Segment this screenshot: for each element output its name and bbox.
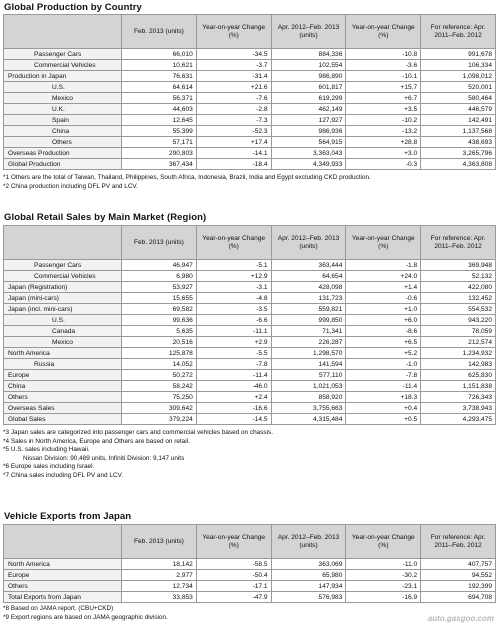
cell-value: 106,334 (421, 60, 496, 71)
cell-value: 57,171 (122, 137, 197, 148)
cell-value: 726,343 (421, 392, 496, 403)
table-row (4, 403, 496, 414)
footnote: Nissan Division: 90,489 units, Infiniti Division: 9,147 units (23, 454, 185, 462)
table-row (4, 315, 496, 326)
footnote: *1 Others are the total of Taiwan, Thailand, Philippines, South Africa, Indonesia, Brazil, India and Egypt excluding CKD production. (3, 174, 371, 181)
row-label: Total Exports from Japan (4, 592, 122, 603)
table-row (4, 293, 496, 304)
cell-value: +17.4 (196, 137, 271, 148)
cell-value: -10.8 (346, 49, 421, 60)
row-label: Passenger Cars (4, 49, 122, 60)
cell-value: -10.1 (346, 71, 421, 82)
table-row (4, 282, 496, 293)
cell-value: -3.1 (196, 282, 271, 293)
cell-value: 1,137,568 (421, 126, 496, 137)
table-row (4, 392, 496, 403)
table-row (4, 126, 496, 137)
cell-value: 986,936 (271, 126, 346, 137)
cell-value: 4,349,933 (271, 159, 346, 170)
cell-value: 64,614 (122, 82, 197, 93)
header-yoy1: Year-on-year Change (%) (196, 15, 271, 49)
cell-value: 131,723 (271, 293, 346, 304)
header-ref: For reference: Apr. 2011–Feb. 2012 (421, 525, 496, 559)
cell-value: 64,654 (271, 271, 346, 282)
row-label: Overseas Production (4, 148, 122, 159)
cell-value: 66,010 (122, 49, 197, 60)
row-label: Russia (4, 359, 122, 370)
table-row (4, 71, 496, 82)
cell-value: -7.8 (196, 359, 271, 370)
cell-value: 446,579 (421, 104, 496, 115)
exports-table (3, 524, 496, 603)
header-fy: Apr. 2012–Feb. 2013 (units) (271, 15, 346, 49)
footnote: *3 Japan sales are categorized into passenger cars and commercial vehicles based on chassis. (3, 429, 273, 436)
cell-value: 94,552 (421, 570, 496, 581)
cell-value: 986,890 (271, 71, 346, 82)
row-label: Commercial Vehicles (4, 271, 122, 282)
cell-value: -1.8 (346, 260, 421, 271)
cell-value: -3.6 (346, 60, 421, 71)
cell-value: 12,645 (122, 115, 197, 126)
cell-value: 46,947 (122, 260, 197, 271)
cell-value: 1,021,053 (271, 381, 346, 392)
cell-value: 601,817 (271, 82, 346, 93)
cell-value: +6.5 (346, 337, 421, 348)
table-row (4, 60, 496, 71)
header-ref: For reference: Apr. 2011–Feb. 2012 (421, 226, 496, 260)
table-row (4, 148, 496, 159)
cell-value: 379,224 (122, 414, 197, 425)
row-label: China (4, 381, 122, 392)
cell-value: 564,915 (271, 137, 346, 148)
cell-value: 369,948 (421, 260, 496, 271)
cell-value: -31.4 (196, 71, 271, 82)
cell-value: -11.4 (346, 381, 421, 392)
cell-value: 4,315,484 (271, 414, 346, 425)
row-label: U.K. (4, 104, 122, 115)
exports-notes (3, 605, 497, 622)
cell-value: 3,755,663 (271, 403, 346, 414)
cell-value: 4,293,475 (421, 414, 496, 425)
cell-value: -6.6 (196, 315, 271, 326)
cell-value: -30.2 (346, 570, 421, 581)
cell-value: 5,635 (122, 326, 197, 337)
footnote: *4 Sales in North America, Europe and Others are based on retail. (3, 437, 190, 445)
cell-value: -23.1 (346, 581, 421, 592)
row-label: Global Production (4, 159, 122, 170)
cell-value: -10.2 (346, 115, 421, 126)
cell-value: 3,738,943 (421, 403, 496, 414)
cell-value: 78,059 (421, 326, 496, 337)
cell-value: -14.1 (196, 148, 271, 159)
cell-value: 132,452 (421, 293, 496, 304)
cell-value: 625,830 (421, 370, 496, 381)
header-blank (4, 15, 122, 49)
header-fy: Apr. 2012–Feb. 2013 (units) (271, 525, 346, 559)
row-label: Others (4, 392, 122, 403)
cell-value: -13.2 (346, 126, 421, 137)
table-row (4, 326, 496, 337)
table-row (4, 359, 496, 370)
table-row (4, 414, 496, 425)
cell-value: -0.6 (346, 293, 421, 304)
row-label: Canada (4, 326, 122, 337)
cell-value: 33,853 (122, 592, 197, 603)
cell-value: -14.5 (196, 414, 271, 425)
watermark-logo: auto.gasgoo.com (427, 614, 494, 623)
cell-value: +15.7 (346, 82, 421, 93)
header-feb: Feb. 2013 (units) (122, 226, 197, 260)
table-row (4, 115, 496, 126)
cell-value: -7.8 (346, 370, 421, 381)
header-feb: Feb. 2013 (units) (122, 525, 197, 559)
cell-value: 44,603 (122, 104, 197, 115)
table-row (4, 271, 496, 282)
cell-value: 58,242 (122, 381, 197, 392)
cell-value: 56,371 (122, 93, 197, 104)
cell-value: -5.5 (196, 348, 271, 359)
cell-value: 18,142 (122, 559, 197, 570)
cell-value: -0.3 (346, 159, 421, 170)
row-label: Others (4, 581, 122, 592)
cell-value: 554,532 (421, 304, 496, 315)
cell-value: +2.4 (196, 392, 271, 403)
cell-value: 619,299 (271, 93, 346, 104)
section-title-production: Global Production by Country (4, 2, 142, 13)
cell-value: -3.7 (196, 60, 271, 71)
cell-value: 14,052 (122, 359, 197, 370)
table-row (4, 337, 496, 348)
table-row (4, 260, 496, 271)
cell-value: 142,491 (421, 115, 496, 126)
table-row (4, 49, 496, 60)
cell-value: -7.3 (196, 115, 271, 126)
cell-value: 407,757 (421, 559, 496, 570)
row-label: Japan (mini-cars) (4, 293, 122, 304)
cell-value: 991,678 (421, 49, 496, 60)
row-label: Japan (incl. mini-cars) (4, 304, 122, 315)
footnote: *9 Export regions are based on JAMA geographic division. (3, 613, 168, 621)
row-label: Global Sales (4, 414, 122, 425)
cell-value: +1.4 (346, 282, 421, 293)
cell-value: 438,693 (421, 137, 496, 148)
cell-value: -7.6 (196, 93, 271, 104)
cell-value: 290,803 (122, 148, 197, 159)
section-title-sales: Global Retail Sales by Main Market (Region) (4, 212, 207, 223)
cell-value: -5.1 (196, 260, 271, 271)
cell-value: 12,734 (122, 581, 197, 592)
cell-value: 428,098 (271, 282, 346, 293)
row-label: China (4, 126, 122, 137)
cell-value: 363,069 (271, 559, 346, 570)
cell-value: 147,934 (271, 581, 346, 592)
cell-value: 6,980 (122, 271, 197, 282)
header-fy: Apr. 2012–Feb. 2013 (units) (271, 226, 346, 260)
cell-value: 192,399 (421, 581, 496, 592)
production-notes (3, 174, 497, 191)
cell-value: 3,265,796 (421, 148, 496, 159)
row-label: Spain (4, 115, 122, 126)
section-title-exports: Vehicle Exports from Japan (4, 511, 132, 522)
cell-value: +6.0 (346, 315, 421, 326)
header-feb: Feb. 2013 (units) (122, 15, 197, 49)
cell-value: 1,298,570 (271, 348, 346, 359)
footnote: *8 Based on JAMA report. (CBU+CKD) (3, 605, 114, 612)
cell-value: 576,983 (271, 592, 346, 603)
cell-value: +21.6 (196, 82, 271, 93)
table-row (4, 370, 496, 381)
cell-value: 1,234,932 (421, 348, 496, 359)
row-label: U.S. (4, 82, 122, 93)
cell-value: 520,001 (421, 82, 496, 93)
table-row (4, 570, 496, 581)
cell-value: +24.0 (346, 271, 421, 282)
table-row (4, 304, 496, 315)
cell-value: 99,636 (122, 315, 197, 326)
cell-value: 694,708 (421, 592, 496, 603)
header-yoy2: Year-on-year Change (%) (346, 525, 421, 559)
cell-value: 53,927 (122, 282, 197, 293)
table-row (4, 559, 496, 570)
cell-value: 559,821 (271, 304, 346, 315)
cell-value: +0.4 (346, 403, 421, 414)
cell-value: -34.5 (196, 49, 271, 60)
cell-value: -2.8 (196, 104, 271, 115)
cell-value: 999,850 (271, 315, 346, 326)
cell-value: 858,920 (271, 392, 346, 403)
row-label: Production in Japan (4, 71, 122, 82)
cell-value: 15,655 (122, 293, 197, 304)
cell-value: -8.6 (346, 326, 421, 337)
cell-value: +3.0 (346, 148, 421, 159)
cell-value: 3,363,043 (271, 148, 346, 159)
cell-value: 65,980 (271, 570, 346, 581)
header-blank (4, 525, 122, 559)
sales-notes (3, 429, 497, 481)
cell-value: 367,434 (122, 159, 197, 170)
cell-value: -46.0 (196, 381, 271, 392)
cell-value: 884,336 (271, 49, 346, 60)
cell-value: +5.2 (346, 348, 421, 359)
cell-value: -11.1 (196, 326, 271, 337)
table-row (4, 82, 496, 93)
cell-value: 577,110 (271, 370, 346, 381)
cell-value: 20,516 (122, 337, 197, 348)
table-row (4, 159, 496, 170)
table-row (4, 381, 496, 392)
cell-value: +2.9 (196, 337, 271, 348)
row-label: Mexico (4, 93, 122, 104)
row-label: Passenger Cars (4, 260, 122, 271)
cell-value: 55,399 (122, 126, 197, 137)
table-row (4, 581, 496, 592)
cell-value: 580,464 (421, 93, 496, 104)
footnote: *6 Europe sales including Israel. (3, 463, 95, 471)
header-blank (4, 226, 122, 260)
cell-value: 52,132 (421, 271, 496, 282)
row-label: U.S. (4, 315, 122, 326)
cell-value: -4.8 (196, 293, 271, 304)
production-table (3, 14, 496, 170)
footnote: *7 China sales including DFL PV and LCV. (3, 471, 123, 479)
row-label: Others (4, 137, 122, 148)
cell-value: -11.0 (346, 559, 421, 570)
row-label: Europe (4, 570, 122, 581)
cell-value: -11.4 (196, 370, 271, 381)
cell-value: -16.9 (346, 592, 421, 603)
cell-value: -17.1 (196, 581, 271, 592)
cell-value: +1.0 (346, 304, 421, 315)
cell-value: 309,642 (122, 403, 197, 414)
row-label: Overseas Sales (4, 403, 122, 414)
cell-value: +3.5 (346, 104, 421, 115)
cell-value: -18.4 (196, 159, 271, 170)
cell-value: 1,098,012 (421, 71, 496, 82)
cell-value: -16.6 (196, 403, 271, 414)
row-label: Commercial Vehicles (4, 60, 122, 71)
row-label: Mexico (4, 337, 122, 348)
cell-value: 141,594 (271, 359, 346, 370)
cell-value: -1.0 (346, 359, 421, 370)
footnote: *5 U.S. sales including Hawaii. (3, 446, 90, 454)
cell-value: 142,983 (421, 359, 496, 370)
cell-value: +18.3 (346, 392, 421, 403)
cell-value: 2,977 (122, 570, 197, 581)
cell-value: 75,250 (122, 392, 197, 403)
cell-value: 10,621 (122, 60, 197, 71)
cell-value: 71,341 (271, 326, 346, 337)
row-label: North America (4, 559, 122, 570)
cell-value: -58.5 (196, 559, 271, 570)
header-yoy1: Year-on-year Change (%) (196, 226, 271, 260)
cell-value: 127,927 (271, 115, 346, 126)
cell-value: +0.5 (346, 414, 421, 425)
cell-value: +28.8 (346, 137, 421, 148)
table-row (4, 104, 496, 115)
footnote: *2 China production including DFL PV and LCV. (3, 182, 138, 190)
cell-value: 102,554 (271, 60, 346, 71)
cell-value: -3.5 (196, 304, 271, 315)
cell-value: 226,287 (271, 337, 346, 348)
table-row (4, 137, 496, 148)
header-ref: For reference: Apr. 2011–Feb. 2012 (421, 15, 496, 49)
header-yoy2: Year-on-year Change (%) (346, 15, 421, 49)
table-row (4, 592, 496, 603)
cell-value: 50,272 (122, 370, 197, 381)
cell-value: -50.4 (196, 570, 271, 581)
cell-value: 76,631 (122, 71, 197, 82)
cell-value: -52.3 (196, 126, 271, 137)
row-label: North America (4, 348, 122, 359)
header-yoy2: Year-on-year Change (%) (346, 226, 421, 260)
cell-value: 363,444 (271, 260, 346, 271)
table-row (4, 93, 496, 104)
cell-value: 462,149 (271, 104, 346, 115)
row-label: Europe (4, 370, 122, 381)
cell-value: 943,220 (421, 315, 496, 326)
table-row (4, 348, 496, 359)
header-yoy1: Year-on-year Change (%) (196, 525, 271, 559)
cell-value: 69,582 (122, 304, 197, 315)
cell-value: 125,878 (122, 348, 197, 359)
row-label: Japan (Registration) (4, 282, 122, 293)
cell-value: 212,574 (421, 337, 496, 348)
cell-value: +12.9 (196, 271, 271, 282)
sales-table (3, 225, 496, 425)
cell-value: 4,363,808 (421, 159, 496, 170)
cell-value: +6.7 (346, 93, 421, 104)
cell-value: 1,151,838 (421, 381, 496, 392)
cell-value: -47.9 (196, 592, 271, 603)
cell-value: 422,080 (421, 282, 496, 293)
